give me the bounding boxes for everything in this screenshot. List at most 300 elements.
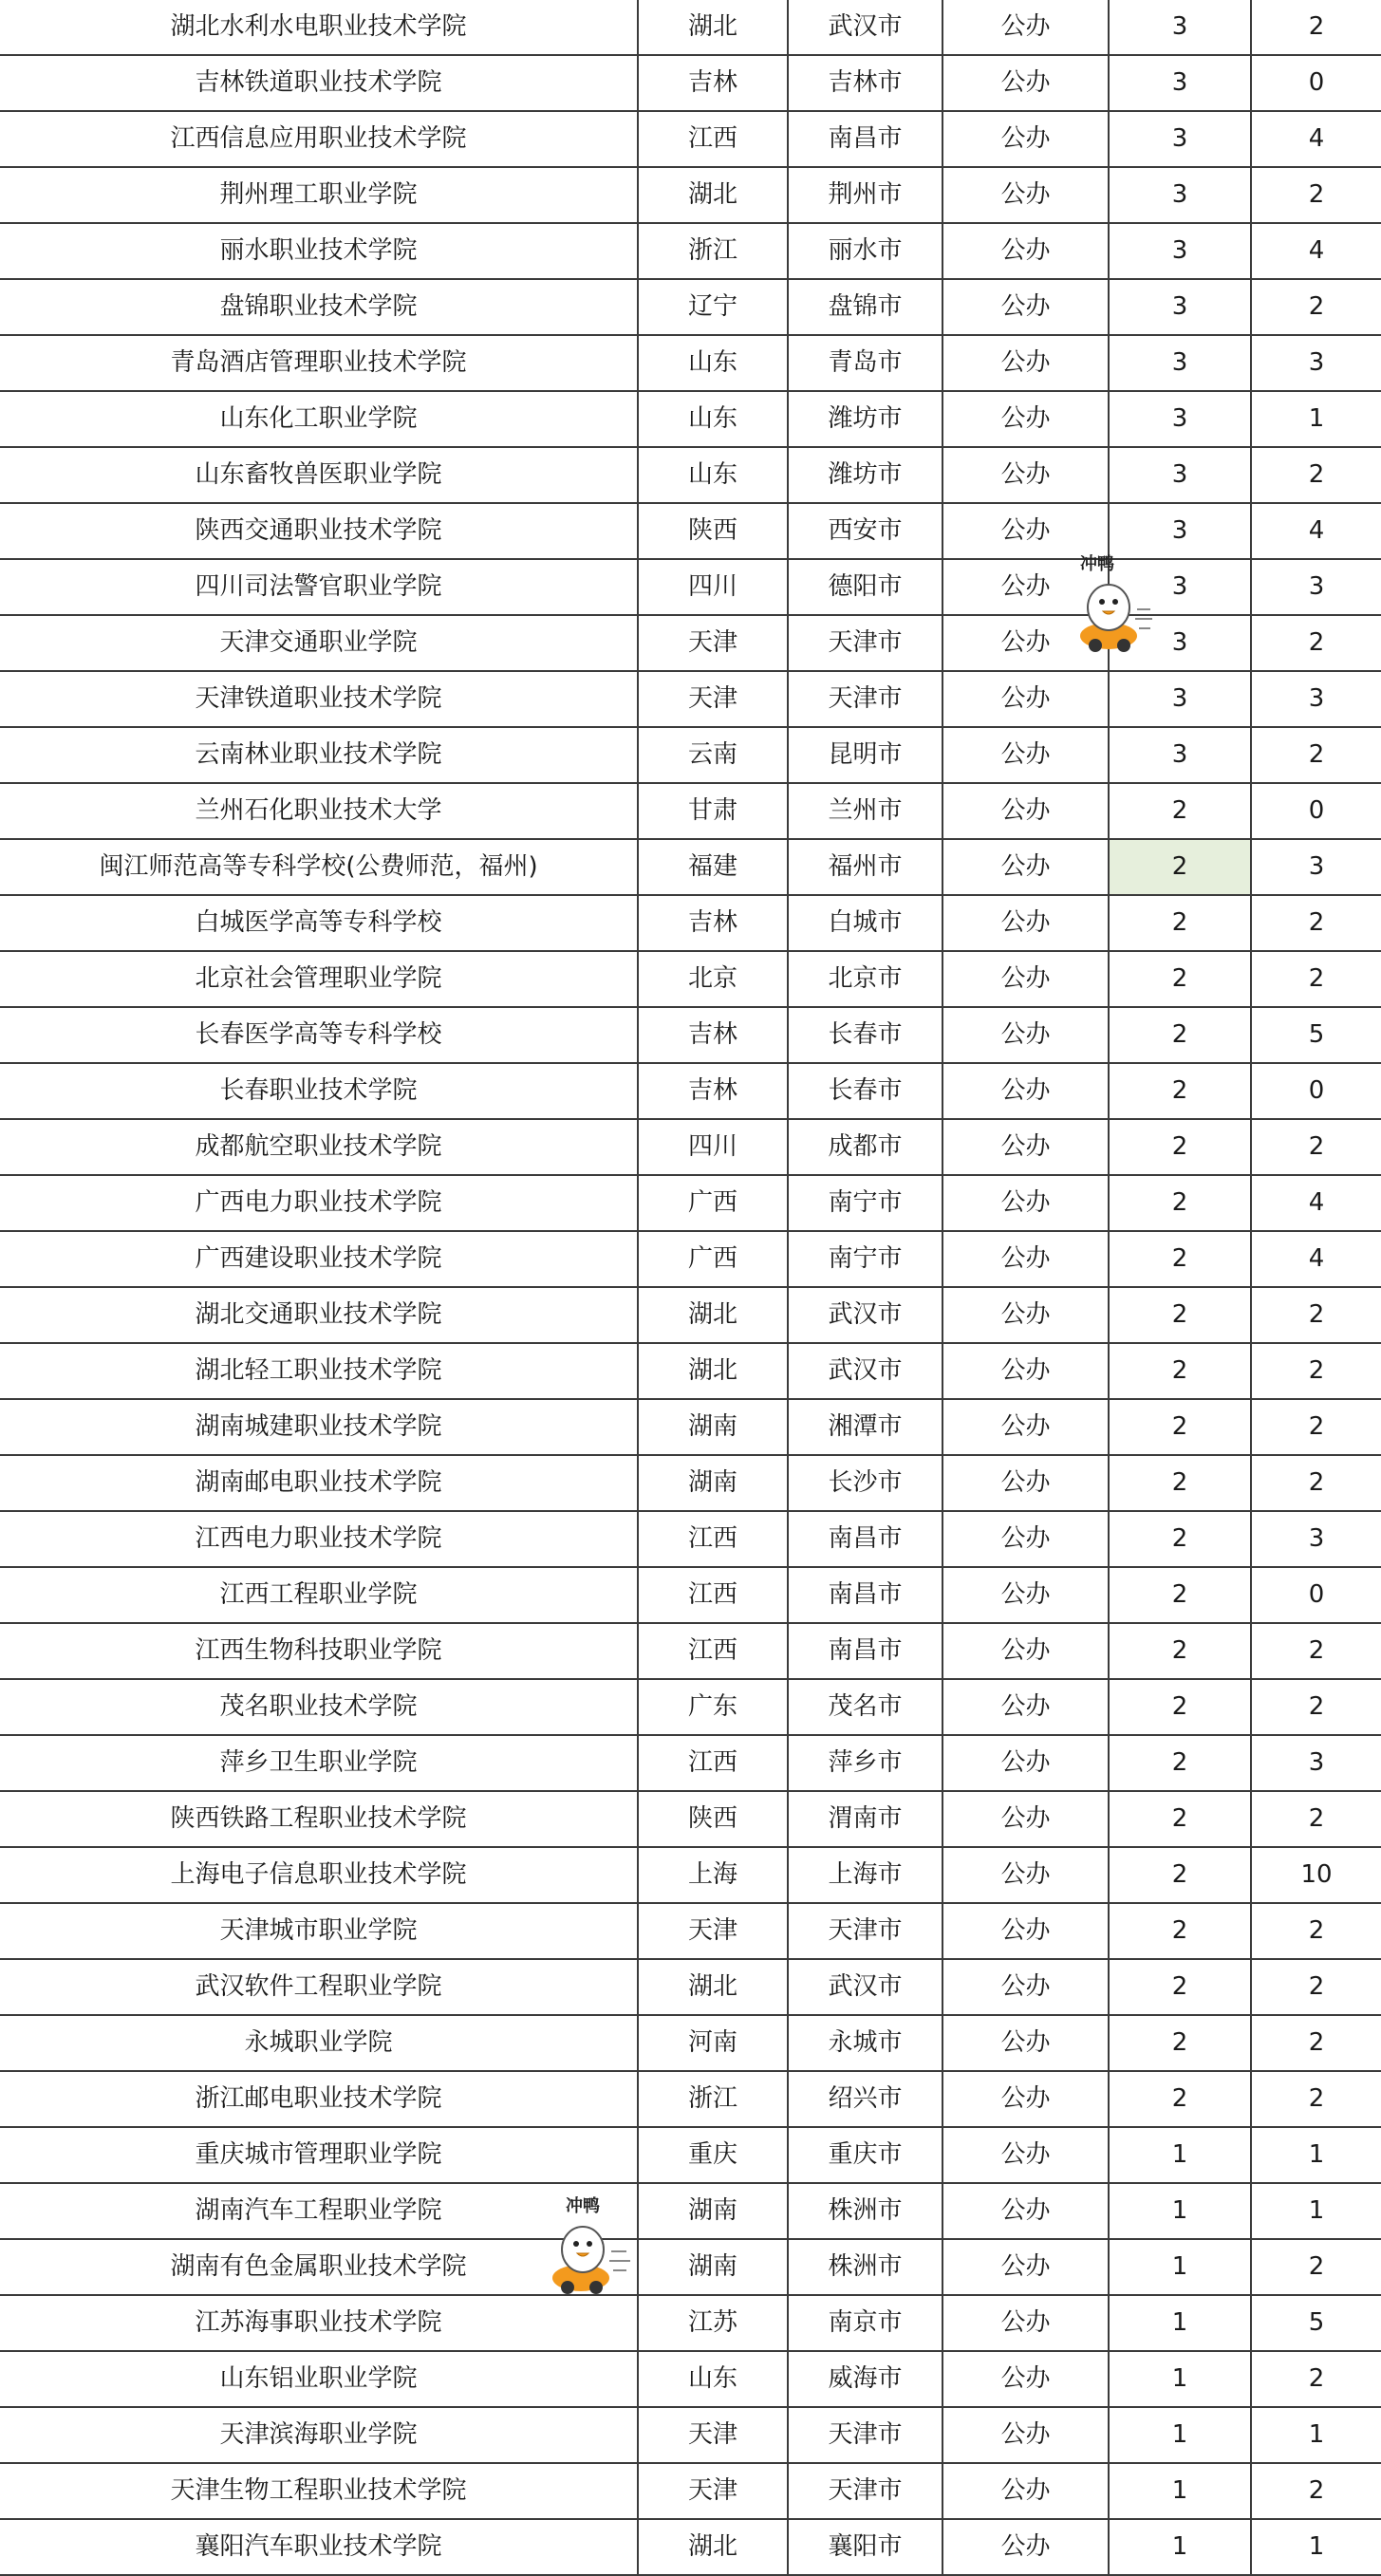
count-a-cell: 3 — [1109, 111, 1251, 167]
count-b-cell: 2 — [1251, 951, 1381, 1007]
count-a-cell: 3 — [1109, 335, 1251, 391]
ownership-cell: 公办 — [942, 671, 1109, 727]
count-a-cell: 2 — [1109, 783, 1251, 839]
table-row — [0, 1455, 1381, 1511]
school-name-cell: 天津生物工程职业技术学院 — [0, 2463, 638, 2519]
school-name-cell: 襄阳汽车职业技术学院 — [0, 2519, 638, 2575]
school-name-cell: 湖北轻工职业技术学院 — [0, 1343, 638, 1399]
city-cell: 株洲市 — [788, 2239, 942, 2295]
city-cell: 北京市 — [788, 951, 942, 1007]
count-a-cell: 1 — [1109, 2183, 1251, 2239]
province-cell: 重庆 — [638, 2127, 788, 2183]
count-b-cell: 1 — [1251, 2127, 1381, 2183]
school-name-cell: 陕西交通职业技术学院 — [0, 503, 638, 559]
count-b-cell: 2 — [1251, 279, 1381, 335]
count-a-cell: 2 — [1109, 1007, 1251, 1063]
city-cell: 潍坊市 — [788, 391, 942, 447]
city-cell: 德阳市 — [788, 559, 942, 615]
count-a-cell: 2 — [1109, 1567, 1251, 1623]
city-cell: 潍坊市 — [788, 447, 942, 503]
count-a-cell: 3 — [1109, 0, 1251, 55]
city-cell: 重庆市 — [788, 2127, 942, 2183]
ownership-cell: 公办 — [942, 615, 1109, 671]
count-b-cell: 0 — [1251, 783, 1381, 839]
province-cell: 吉林 — [638, 895, 788, 951]
province-cell: 湖北 — [638, 1959, 788, 2015]
province-cell: 山东 — [638, 447, 788, 503]
province-cell: 湖北 — [638, 1287, 788, 1343]
city-cell: 天津市 — [788, 615, 942, 671]
count-a-cell: 2 — [1109, 2071, 1251, 2127]
school-name-cell: 湖北水利水电职业技术学院 — [0, 0, 638, 55]
count-b-cell: 2 — [1251, 1623, 1381, 1679]
city-cell: 荆州市 — [788, 167, 942, 223]
province-cell: 广东 — [638, 1679, 788, 1735]
school-name-cell: 成都航空职业技术学院 — [0, 1119, 638, 1175]
school-name-cell: 江苏海事职业技术学院 — [0, 2295, 638, 2351]
count-b-cell: 3 — [1251, 1735, 1381, 1791]
table-row — [0, 391, 1381, 447]
province-cell: 天津 — [638, 2463, 788, 2519]
ownership-cell: 公办 — [942, 1959, 1109, 2015]
count-a-cell: 3 — [1109, 727, 1251, 783]
province-cell: 陕西 — [638, 503, 788, 559]
count-b-cell: 2 — [1251, 1959, 1381, 2015]
count-b-cell: 2 — [1251, 2463, 1381, 2519]
count-b-cell: 2 — [1251, 895, 1381, 951]
table-row — [0, 1399, 1381, 1455]
count-b-cell: 2 — [1251, 2015, 1381, 2071]
city-cell: 长春市 — [788, 1063, 942, 1119]
ownership-cell: 公办 — [942, 55, 1109, 111]
province-cell: 山东 — [638, 391, 788, 447]
count-a-cell: 3 — [1109, 615, 1251, 671]
province-cell: 江苏 — [638, 2295, 788, 2351]
ownership-cell: 公办 — [942, 1231, 1109, 1287]
table-row — [0, 1343, 1381, 1399]
table-row — [0, 1903, 1381, 1959]
province-cell: 天津 — [638, 671, 788, 727]
count-b-cell: 2 — [1251, 2239, 1381, 2295]
province-cell: 湖南 — [638, 2239, 788, 2295]
count-a-cell: 3 — [1109, 559, 1251, 615]
city-cell: 湘潭市 — [788, 1399, 942, 1455]
table-row — [0, 727, 1381, 783]
school-name-cell: 天津城市职业学院 — [0, 1903, 638, 1959]
count-a-cell: 2 — [1109, 1399, 1251, 1455]
city-cell: 南昌市 — [788, 1511, 942, 1567]
ownership-cell: 公办 — [942, 1679, 1109, 1735]
ownership-cell: 公办 — [942, 783, 1109, 839]
school-name-cell: 丽水职业技术学院 — [0, 223, 638, 279]
school-name-cell: 上海电子信息职业技术学院 — [0, 1847, 638, 1903]
ownership-cell: 公办 — [942, 727, 1109, 783]
school-name-cell: 湖北交通职业技术学院 — [0, 1287, 638, 1343]
count-a-cell: 3 — [1109, 279, 1251, 335]
count-a-cell: 1 — [1109, 2127, 1251, 2183]
count-b-cell: 3 — [1251, 335, 1381, 391]
province-cell: 辽宁 — [638, 279, 788, 335]
city-cell: 白城市 — [788, 895, 942, 951]
school-name-cell: 北京社会管理职业学院 — [0, 951, 638, 1007]
school-name-cell: 吉林铁道职业技术学院 — [0, 55, 638, 111]
ownership-cell: 公办 — [942, 2071, 1109, 2127]
count-b-cell: 3 — [1251, 839, 1381, 895]
count-a-cell: 1 — [1109, 2463, 1251, 2519]
ownership-cell: 公办 — [942, 1847, 1109, 1903]
table-row — [0, 2127, 1381, 2183]
province-cell: 浙江 — [638, 2071, 788, 2127]
table-row — [0, 2183, 1381, 2239]
province-cell: 云南 — [638, 727, 788, 783]
city-cell: 天津市 — [788, 671, 942, 727]
city-cell: 南昌市 — [788, 111, 942, 167]
count-b-cell: 3 — [1251, 671, 1381, 727]
province-cell: 天津 — [638, 615, 788, 671]
city-cell: 绍兴市 — [788, 2071, 942, 2127]
count-b-cell: 2 — [1251, 1399, 1381, 1455]
ownership-cell: 公办 — [942, 2295, 1109, 2351]
count-a-cell: 2 — [1109, 1511, 1251, 1567]
count-b-cell: 2 — [1251, 2071, 1381, 2127]
count-a-cell: 3 — [1109, 503, 1251, 559]
city-cell: 株洲市 — [788, 2183, 942, 2239]
count-b-cell: 3 — [1251, 559, 1381, 615]
table-row — [0, 1119, 1381, 1175]
school-name-cell: 湖南邮电职业技术学院 — [0, 1455, 638, 1511]
count-b-cell: 2 — [1251, 727, 1381, 783]
city-cell: 兰州市 — [788, 783, 942, 839]
province-cell: 湖南 — [638, 2183, 788, 2239]
city-cell: 吉林市 — [788, 55, 942, 111]
province-cell: 天津 — [638, 2407, 788, 2463]
count-b-cell: 5 — [1251, 1007, 1381, 1063]
school-name-cell: 天津铁道职业技术学院 — [0, 671, 638, 727]
ownership-cell: 公办 — [942, 1567, 1109, 1623]
table-row — [0, 335, 1381, 391]
count-a-cell: 2 — [1109, 1959, 1251, 2015]
city-cell: 天津市 — [788, 2463, 942, 2519]
school-name-cell: 永城职业学院 — [0, 2015, 638, 2071]
province-cell: 湖北 — [638, 1343, 788, 1399]
count-a-cell: 1 — [1109, 2351, 1251, 2407]
ownership-cell: 公办 — [942, 1287, 1109, 1343]
province-cell: 河南 — [638, 2015, 788, 2071]
city-cell: 萍乡市 — [788, 1735, 942, 1791]
table-row — [0, 2015, 1381, 2071]
ownership-cell: 公办 — [942, 279, 1109, 335]
count-a-cell: 2 — [1109, 1063, 1251, 1119]
ownership-cell: 公办 — [942, 2183, 1109, 2239]
city-cell: 南京市 — [788, 2295, 942, 2351]
ownership-cell: 公办 — [942, 2015, 1109, 2071]
count-a-cell: 2 — [1109, 1903, 1251, 1959]
count-b-cell: 2 — [1251, 1343, 1381, 1399]
city-cell: 西安市 — [788, 503, 942, 559]
school-name-cell: 山东铝业职业学院 — [0, 2351, 638, 2407]
city-cell: 武汉市 — [788, 1959, 942, 2015]
table-row — [0, 2351, 1381, 2407]
ownership-cell: 公办 — [942, 839, 1109, 895]
school-name-cell: 天津滨海职业学院 — [0, 2407, 638, 2463]
table-row — [0, 2519, 1381, 2575]
province-cell: 上海 — [638, 1847, 788, 1903]
count-b-cell: 1 — [1251, 2519, 1381, 2575]
province-cell: 湖北 — [638, 167, 788, 223]
count-b-cell: 2 — [1251, 615, 1381, 671]
table-row — [0, 1007, 1381, 1063]
ownership-cell: 公办 — [942, 1343, 1109, 1399]
school-name-cell: 广西建设职业技术学院 — [0, 1231, 638, 1287]
count-a-cell: 2 — [1109, 1175, 1251, 1231]
table-row — [0, 615, 1381, 671]
ownership-cell: 公办 — [942, 2351, 1109, 2407]
city-cell: 襄阳市 — [788, 2519, 942, 2575]
city-cell: 茂名市 — [788, 1679, 942, 1735]
table-row — [0, 1623, 1381, 1679]
count-b-cell: 2 — [1251, 1791, 1381, 1847]
count-a-cell: 1 — [1109, 2295, 1251, 2351]
province-cell: 湖北 — [638, 0, 788, 55]
school-name-cell: 山东化工职业学院 — [0, 391, 638, 447]
city-cell: 南宁市 — [788, 1231, 942, 1287]
province-cell: 山东 — [638, 2351, 788, 2407]
table-row — [0, 2239, 1381, 2295]
ownership-cell: 公办 — [942, 503, 1109, 559]
count-b-cell: 4 — [1251, 223, 1381, 279]
count-b-cell: 4 — [1251, 1231, 1381, 1287]
school-name-cell: 湖南汽车工程职业学院 — [0, 2183, 638, 2239]
table-row — [0, 2071, 1381, 2127]
school-name-cell: 湖南城建职业技术学院 — [0, 1399, 638, 1455]
table-row — [0, 559, 1381, 615]
table-row — [0, 2463, 1381, 2519]
count-a-cell: 3 — [1109, 447, 1251, 503]
table-row — [0, 55, 1381, 111]
count-b-cell: 2 — [1251, 167, 1381, 223]
school-name-cell: 江西生物科技职业学院 — [0, 1623, 638, 1679]
school-name-cell: 茂名职业技术学院 — [0, 1679, 638, 1735]
province-cell: 吉林 — [638, 1063, 788, 1119]
ownership-cell: 公办 — [942, 1063, 1109, 1119]
ownership-cell: 公办 — [942, 1119, 1109, 1175]
ownership-cell: 公办 — [942, 1791, 1109, 1847]
city-cell: 武汉市 — [788, 1343, 942, 1399]
ownership-cell: 公办 — [942, 2239, 1109, 2295]
table-row — [0, 671, 1381, 727]
table-row — [0, 783, 1381, 839]
ownership-cell: 公办 — [942, 2463, 1109, 2519]
city-cell: 丽水市 — [788, 223, 942, 279]
count-a-cell: 2 — [1109, 1679, 1251, 1735]
count-a-cell: 3 — [1109, 671, 1251, 727]
ownership-cell: 公办 — [942, 223, 1109, 279]
ownership-cell: 公办 — [942, 1007, 1109, 1063]
province-cell: 陕西 — [638, 1791, 788, 1847]
city-cell: 渭南市 — [788, 1791, 942, 1847]
ownership-cell: 公办 — [942, 447, 1109, 503]
city-cell: 上海市 — [788, 1847, 942, 1903]
table-row — [0, 1231, 1381, 1287]
table-row — [0, 1063, 1381, 1119]
count-b-cell: 2 — [1251, 1903, 1381, 1959]
count-a-cell: 2 — [1109, 1231, 1251, 1287]
province-cell: 四川 — [638, 559, 788, 615]
school-name-cell: 重庆城市管理职业学院 — [0, 2127, 638, 2183]
count-a-cell: 2 — [1109, 839, 1251, 895]
province-cell: 江西 — [638, 1511, 788, 1567]
count-a-cell: 2 — [1109, 1119, 1251, 1175]
count-a-cell: 1 — [1109, 2239, 1251, 2295]
ownership-cell: 公办 — [942, 1455, 1109, 1511]
count-a-cell: 2 — [1109, 1343, 1251, 1399]
count-b-cell: 3 — [1251, 1511, 1381, 1567]
table-row — [0, 839, 1381, 895]
school-name-cell: 荆州理工职业学院 — [0, 167, 638, 223]
ownership-cell: 公办 — [942, 335, 1109, 391]
province-cell: 江西 — [638, 1623, 788, 1679]
province-cell: 吉林 — [638, 1007, 788, 1063]
city-cell: 昆明市 — [788, 727, 942, 783]
city-cell: 长沙市 — [788, 1455, 942, 1511]
count-b-cell: 2 — [1251, 1119, 1381, 1175]
city-cell: 青岛市 — [788, 335, 942, 391]
city-cell: 南宁市 — [788, 1175, 942, 1231]
ownership-cell: 公办 — [942, 1175, 1109, 1231]
city-cell: 威海市 — [788, 2351, 942, 2407]
sticker-caption: 冲鸭 — [566, 2196, 600, 2216]
ownership-cell: 公办 — [942, 391, 1109, 447]
city-cell: 天津市 — [788, 2407, 942, 2463]
ownership-cell: 公办 — [942, 2519, 1109, 2575]
count-b-cell: 2 — [1251, 447, 1381, 503]
ownership-cell: 公办 — [942, 111, 1109, 167]
city-cell: 福州市 — [788, 839, 942, 895]
count-a-cell: 2 — [1109, 1287, 1251, 1343]
school-name-cell: 云南林业职业技术学院 — [0, 727, 638, 783]
ownership-cell: 公办 — [942, 1735, 1109, 1791]
count-a-cell: 1 — [1109, 2519, 1251, 2575]
ownership-cell: 公办 — [942, 0, 1109, 55]
province-cell: 江西 — [638, 1735, 788, 1791]
count-a-cell: 2 — [1109, 1623, 1251, 1679]
province-cell: 天津 — [638, 1903, 788, 1959]
ownership-cell: 公办 — [942, 2127, 1109, 2183]
school-name-cell: 长春医学高等专科学校 — [0, 1007, 638, 1063]
school-name-cell: 浙江邮电职业技术学院 — [0, 2071, 638, 2127]
city-cell: 永城市 — [788, 2015, 942, 2071]
school-name-cell: 兰州石化职业技术大学 — [0, 783, 638, 839]
count-b-cell: 5 — [1251, 2295, 1381, 2351]
city-cell: 成都市 — [788, 1119, 942, 1175]
count-b-cell: 0 — [1251, 55, 1381, 111]
school-name-cell: 陕西铁路工程职业技术学院 — [0, 1791, 638, 1847]
school-name-cell: 武汉软件工程职业学院 — [0, 1959, 638, 2015]
table-row — [0, 0, 1381, 55]
school-name-cell: 盘锦职业技术学院 — [0, 279, 638, 335]
table-row — [0, 1791, 1381, 1847]
table-row — [0, 1511, 1381, 1567]
school-name-cell: 江西工程职业学院 — [0, 1567, 638, 1623]
ownership-cell: 公办 — [942, 1903, 1109, 1959]
count-b-cell: 1 — [1251, 2183, 1381, 2239]
table-row — [0, 279, 1381, 335]
province-cell: 浙江 — [638, 223, 788, 279]
count-b-cell: 0 — [1251, 1063, 1381, 1119]
table-row — [0, 447, 1381, 503]
count-a-cell: 2 — [1109, 1735, 1251, 1791]
count-b-cell: 1 — [1251, 2407, 1381, 2463]
count-b-cell: 2 — [1251, 2351, 1381, 2407]
ownership-cell: 公办 — [942, 559, 1109, 615]
count-b-cell: 4 — [1251, 111, 1381, 167]
school-name-cell: 广西电力职业技术学院 — [0, 1175, 638, 1231]
count-b-cell: 4 — [1251, 1175, 1381, 1231]
count-b-cell: 2 — [1251, 1287, 1381, 1343]
table-row — [0, 2407, 1381, 2463]
province-cell: 湖南 — [638, 1399, 788, 1455]
city-cell: 南昌市 — [788, 1623, 942, 1679]
school-name-cell: 天津交通职业学院 — [0, 615, 638, 671]
province-cell: 四川 — [638, 1119, 788, 1175]
school-name-cell: 青岛酒店管理职业技术学院 — [0, 335, 638, 391]
table-row — [0, 223, 1381, 279]
table-row — [0, 1679, 1381, 1735]
table-row — [0, 1567, 1381, 1623]
province-cell: 江西 — [638, 111, 788, 167]
school-name-cell: 山东畜牧兽医职业学院 — [0, 447, 638, 503]
count-a-cell: 2 — [1109, 2015, 1251, 2071]
count-a-cell: 2 — [1109, 1791, 1251, 1847]
table-row — [0, 895, 1381, 951]
province-cell: 北京 — [638, 951, 788, 1007]
ownership-cell: 公办 — [942, 1623, 1109, 1679]
province-cell: 甘肃 — [638, 783, 788, 839]
count-b-cell: 2 — [1251, 1455, 1381, 1511]
city-cell: 南昌市 — [788, 1567, 942, 1623]
province-cell: 吉林 — [638, 55, 788, 111]
school-name-cell: 湖南有色金属职业技术学院 — [0, 2239, 638, 2295]
city-cell: 武汉市 — [788, 0, 942, 55]
province-cell: 湖南 — [638, 1455, 788, 1511]
province-cell: 广西 — [638, 1231, 788, 1287]
ownership-cell: 公办 — [942, 951, 1109, 1007]
ownership-cell: 公办 — [942, 1511, 1109, 1567]
count-a-cell: 3 — [1109, 223, 1251, 279]
school-name-cell: 闽江师范高等专科学校(公费师范，福州) — [0, 839, 638, 895]
table-row — [0, 1959, 1381, 2015]
city-cell: 武汉市 — [788, 1287, 942, 1343]
count-a-cell: 2 — [1109, 951, 1251, 1007]
count-a-cell: 1 — [1109, 2407, 1251, 2463]
count-b-cell: 10 — [1251, 1847, 1381, 1903]
count-b-cell: 0 — [1251, 1567, 1381, 1623]
count-a-cell: 2 — [1109, 895, 1251, 951]
city-cell: 长春市 — [788, 1007, 942, 1063]
city-cell: 天津市 — [788, 1903, 942, 1959]
province-cell: 江西 — [638, 1567, 788, 1623]
table-row — [0, 951, 1381, 1007]
table-row — [0, 1847, 1381, 1903]
count-b-cell: 4 — [1251, 503, 1381, 559]
school-name-cell: 四川司法警官职业学院 — [0, 559, 638, 615]
city-cell: 盘锦市 — [788, 279, 942, 335]
ownership-cell: 公办 — [942, 167, 1109, 223]
school-name-cell: 江西电力职业技术学院 — [0, 1511, 638, 1567]
table-row — [0, 2295, 1381, 2351]
count-a-cell: 2 — [1109, 1847, 1251, 1903]
count-a-cell: 3 — [1109, 167, 1251, 223]
